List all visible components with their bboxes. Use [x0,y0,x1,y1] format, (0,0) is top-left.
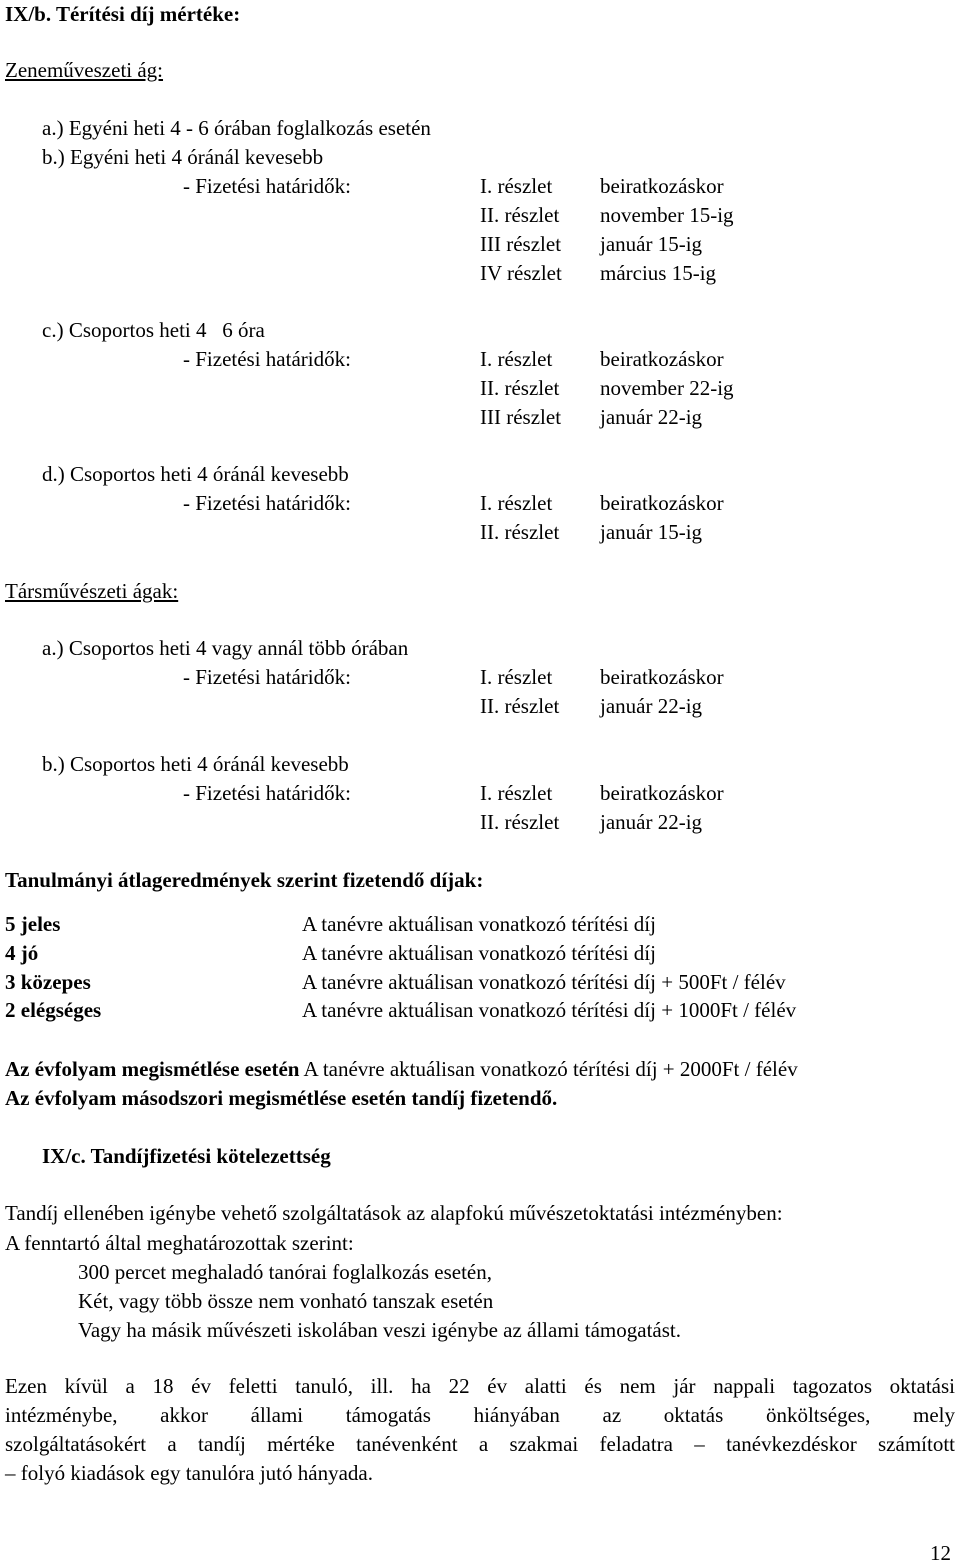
zenemu-d-date: január 15-ig [600,520,703,544]
repeat-fee: A tanévre aktuálisan vonatkozó térítési díj + 2000Ft / félév [299,1057,798,1081]
zenemu-item-c: c.) Csoportos heti 4 6 óra [42,318,265,342]
tarsmu-a-part: I. részlet [480,665,553,689]
grades-title: Tanulmányi átlageredmények szerint fizetendő díjak: [5,868,484,892]
paragraph-line: intézménybe, akkor állami támogatás hiányában az oktatás önköltséges, mely [5,1403,955,1427]
tandij-intro: Tandíj ellenében igénybe vehető szolgáltatások az alapfokú művészetoktatási intézményben: [5,1201,783,1225]
zenemu-item-b: b.) Egyéni heti 4 óránál kevesebb [42,145,324,169]
grade-fee: A tanévre aktuálisan vonatkozó térítési díj + 500Ft / félév [302,970,786,994]
grade-fee: A tanévre aktuálisan vonatkozó térítési díj + 1000Ft / félév [302,998,797,1022]
tarsmu-b-part: II. részlet [480,810,560,834]
tarsmu-b-date: beiratkozáskor [600,781,724,805]
tarsmu-b-deadlines-label: - Fizetési határidők: [183,781,351,805]
tarsmu-a-deadlines-label: - Fizetési határidők: [183,665,351,689]
zenemu-c-part: III részlet [480,405,562,429]
paragraph-line: Ezen kívül a 18 év feletti tanuló, ill. ha 22 év alatti és nem jár nappali tagozatos oktatási [5,1374,955,1398]
zenemu-b-part: III részlet [480,232,562,256]
zenemu-d-part: I. részlet [480,491,553,515]
section-heading-ixb: IX/b. Térítési díj mértéke: [5,2,241,26]
zenemu-b-date: beiratkozáskor [600,174,724,198]
page-number: 12 [930,1541,951,1565]
tarsmu-item-b: b.) Csoportos heti 4 óránál kevesebb [42,752,349,776]
repeat-bold: Az évfolyam megismétlése esetén [5,1057,300,1081]
tandij-list-item: Két, vagy több össze nem vonható tanszak esetén [78,1289,494,1313]
zenemu-d-part: II. részlet [480,520,560,544]
repeat-line-2: Az évfolyam másodszori megismétlése esetén tandíj fizetendő. [5,1086,558,1110]
grade-label: 2 elégséges [5,998,102,1022]
tarsmu-a-date: január 22-ig [600,694,703,718]
zenemu-b-date: január 15-ig [600,232,703,256]
grade-label: 4 jó [5,941,39,965]
zenemu-b-part: IV részlet [480,261,562,285]
grade-label: 5 jeles [5,912,61,936]
tarsmu-b-part: I. részlet [480,781,553,805]
zenemu-b-deadlines-label: - Fizetési határidők: [183,174,351,198]
zenemu-c-date: január 22-ig [600,405,703,429]
zenemu-item-d: d.) Csoportos heti 4 óránál kevesebb [42,462,349,486]
repeat-line-1 [5,1057,798,1081]
zenemu-c-part: I. részlet [480,347,553,371]
zenemu-item-a: a.) Egyéni heti 4 - 6 órában foglalkozás esetén [42,116,431,140]
zenemu-b-date: november 15-ig [600,203,734,227]
grade-label: 3 közepes [5,970,91,994]
paragraph-line: – folyó kiadások egy tanulóra jutó hányada. [5,1461,373,1485]
zenemu-c-part: II. részlet [480,376,560,400]
zenemu-b-date: március 15-ig [600,261,717,285]
zenemu-c-date: beiratkozáskor [600,347,724,371]
zenemu-d-date: beiratkozáskor [600,491,724,515]
tarsmu-a-date: beiratkozáskor [600,665,724,689]
grade-fee: A tanévre aktuálisan vonatkozó térítési díj [302,941,656,965]
tarsmu-a-part: II. részlet [480,694,560,718]
zenemu-title: Zeneműveszeti ág: [5,58,164,82]
paragraph-line: szolgáltatásokért a tandíj mértéke tanévenként a szakmai feladatra – tanévkezdéskor számított [5,1432,955,1456]
grade-fee: A tanévre aktuálisan vonatkozó térítési díj [302,912,656,936]
tarsmu-title: Társművészeti ágak: [5,579,179,603]
zenemu-d-deadlines-label: - Fizetési határidők: [183,491,351,515]
tarsmu-b-date: január 22-ig [600,810,703,834]
tandij-paragraph [5,1372,955,1488]
tarsmu-item-a: a.) Csoportos heti 4 vagy annál több órában [42,636,409,660]
zenemu-c-date: november 22-ig [600,376,734,400]
tandij-fenntarto: A fenntartó által meghatározottak szerint: [5,1231,354,1255]
zenemu-c-deadlines-label: - Fizetési határidők: [183,347,351,371]
zenemu-b-part: II. részlet [480,203,560,227]
section-heading-ixc: IX/c. Tandíjfizetési kötelezettség [42,1144,331,1168]
zenemu-b-part: I. részlet [480,174,553,198]
tandij-list-item: 300 percet meghaladó tanórai foglalkozás esetén, [78,1260,492,1284]
tandij-list-item: Vagy ha másik művészeti iskolában veszi igénybe az állami támogatást. [78,1318,681,1342]
